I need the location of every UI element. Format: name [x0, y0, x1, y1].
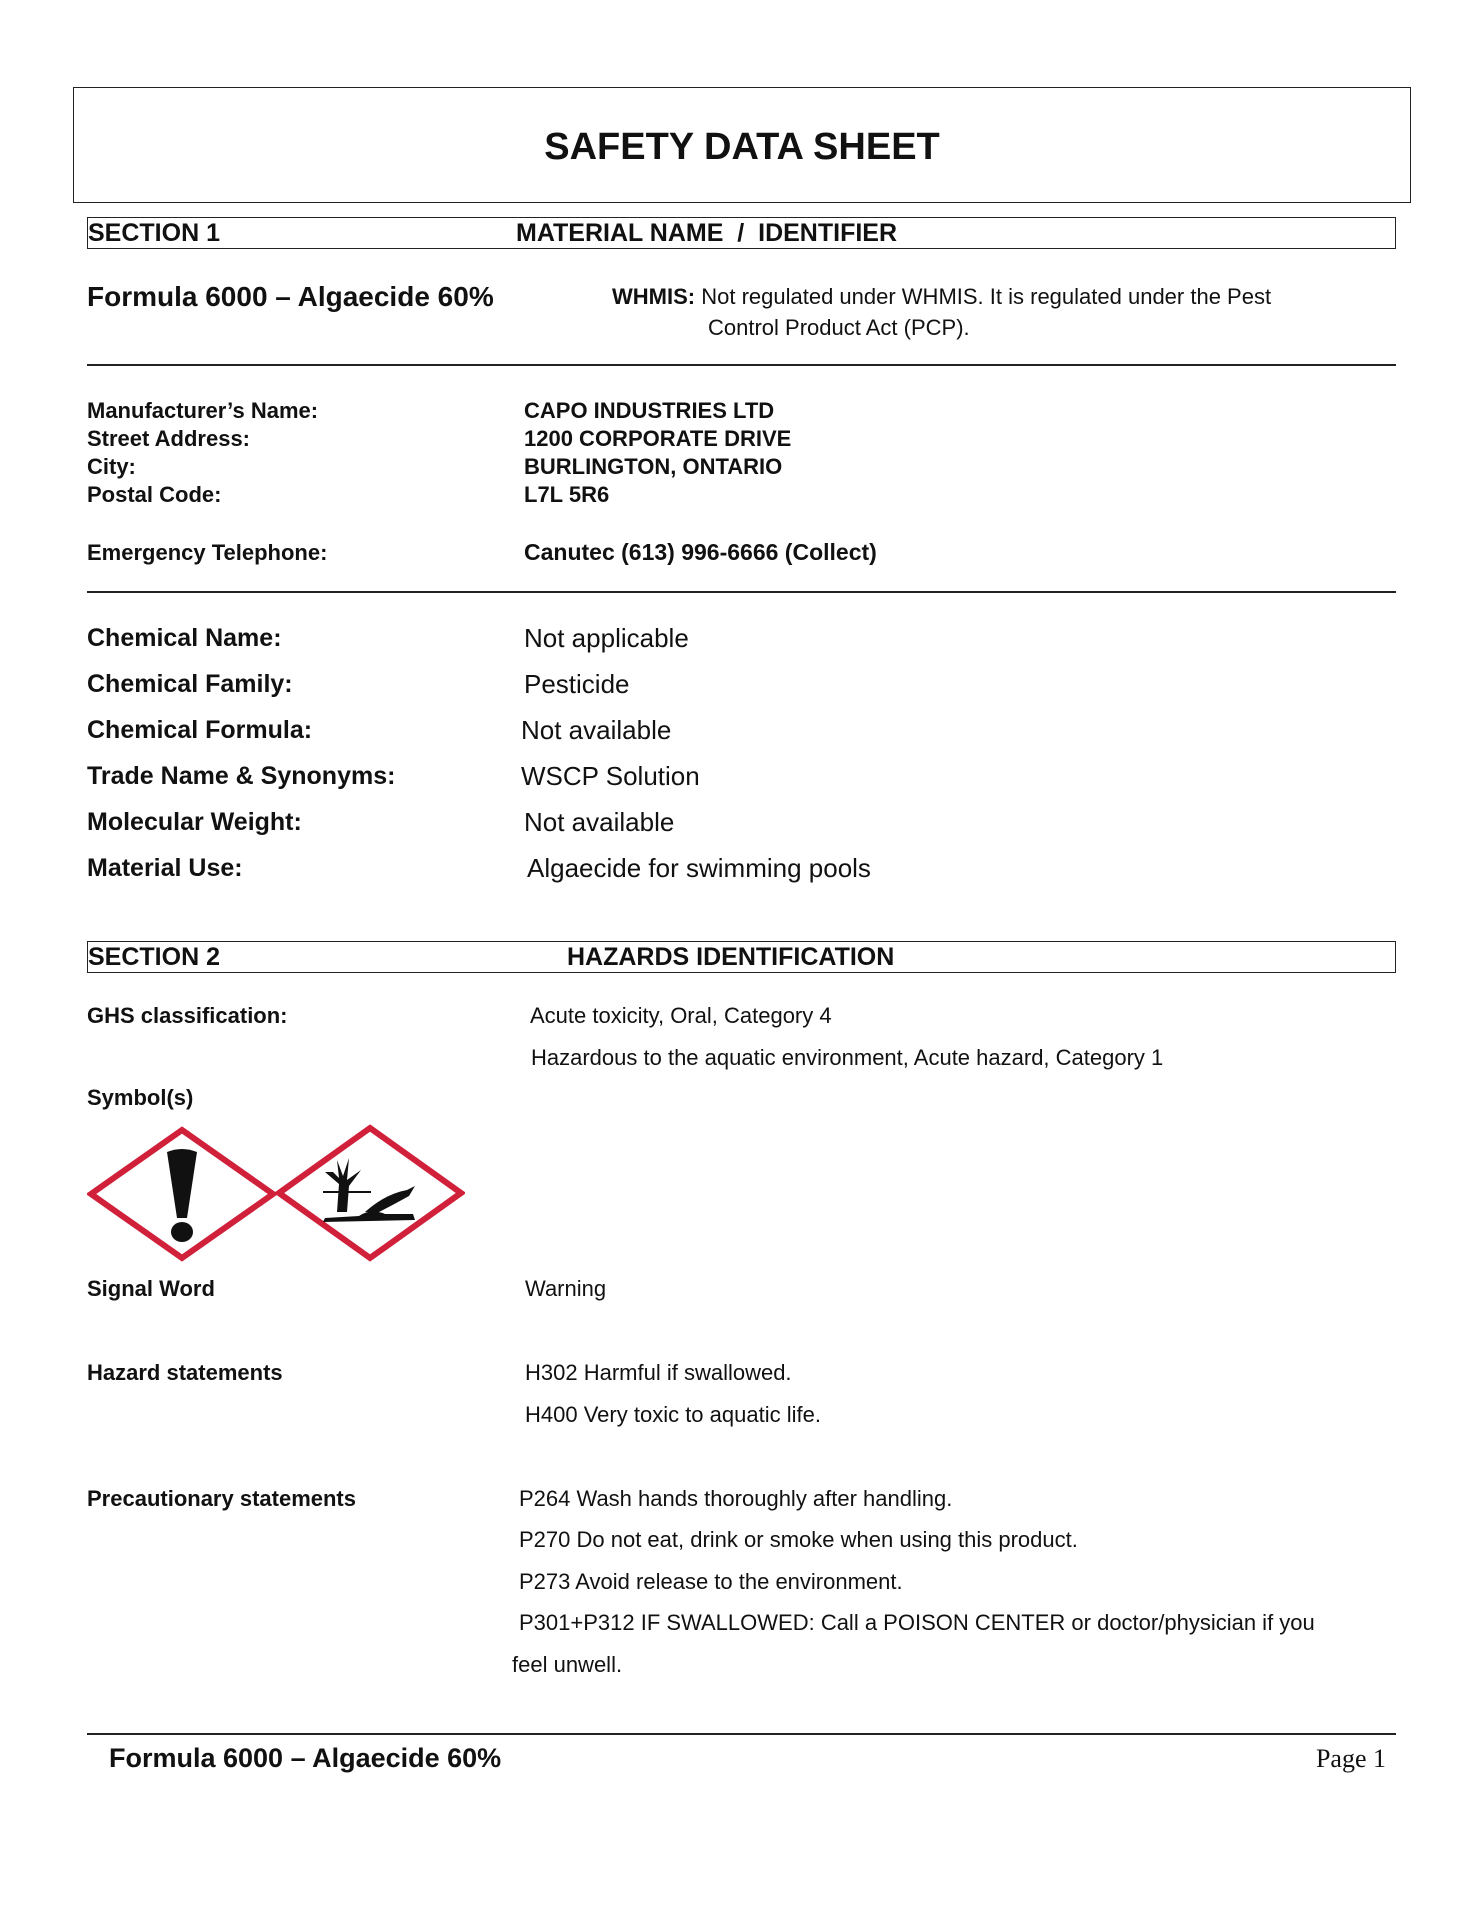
section-1-number: SECTION 1	[88, 219, 220, 247]
product-name: Formula 6000 – Algaecide 60%	[87, 281, 494, 312]
ghs-label: GHS classification:	[87, 1003, 288, 1028]
signal-word-value: Warning	[525, 1276, 607, 1301]
chemical-name-label: Chemical Name:	[87, 624, 282, 652]
trade-name-label: Trade Name & Synonyms:	[87, 762, 396, 790]
whmis-text: Not regulated under WHMIS. It is regulated under the Pest	[701, 284, 1272, 309]
signal-word-label: Signal Word	[87, 1276, 215, 1301]
symbols-label: Symbol(s)	[87, 1085, 194, 1110]
manufacturer-value: CAPO INDUSTRIES LTD	[524, 398, 775, 423]
chemical-family-label: Chemical Family:	[87, 670, 293, 698]
city-label: City:	[87, 454, 136, 479]
section-2-number: SECTION 2	[88, 943, 220, 971]
whmis-label: WHMIS:	[612, 284, 696, 309]
chemical-formula-label: Chemical Formula:	[87, 716, 313, 744]
whmis-line2: Control Product Act (PCP).	[708, 315, 970, 340]
city-value: BURLINGTON, ONTARIO	[524, 454, 783, 479]
page-title: SAFETY DATA SHEET	[544, 126, 940, 168]
section-2-heading: HAZARDS IDENTIFICATION	[567, 943, 895, 971]
whmis-line1	[612, 286, 1271, 308]
hazard-statements-label: Hazard statements	[87, 1360, 283, 1385]
exclamation-mark-pictogram	[87, 1126, 277, 1262]
trade-name-value: WSCP Solution	[521, 761, 700, 791]
precautionary-statement: P301+P312 IF SWALLOWED: Call a POISON CENTER or doctor/physician if you	[519, 1610, 1315, 1635]
street-label: Street Address:	[87, 426, 251, 451]
divider	[87, 591, 1396, 593]
molecular-weight-value: Not available	[524, 807, 675, 837]
precautionary-statements-label: Precautionary statements	[87, 1486, 356, 1511]
molecular-weight-label: Molecular Weight:	[87, 808, 302, 836]
divider	[87, 364, 1396, 366]
postal-label: Postal Code:	[87, 482, 222, 507]
chemical-formula-value: Not available	[521, 715, 672, 745]
precautionary-statement: P273 Avoid release to the environment.	[519, 1569, 903, 1594]
material-use-value: Algaecide for swimming pools	[527, 853, 871, 883]
footer-product-name: Formula 6000 – Algaecide 60%	[109, 1743, 502, 1773]
street-value: 1200 CORPORATE DRIVE	[524, 426, 792, 451]
emergency-label: Emergency Telephone:	[87, 540, 328, 565]
footer-divider	[87, 1733, 1396, 1735]
environment-pictogram	[275, 1124, 465, 1262]
ghs-value: Acute toxicity, Oral, Category 4	[530, 1003, 832, 1028]
precautionary-statement: P270 Do not eat, drink or smoke when using this product.	[519, 1527, 1078, 1552]
material-use-label: Material Use:	[87, 854, 243, 882]
hazard-statement: H400 Very toxic to aquatic life.	[525, 1402, 821, 1427]
chemical-family-value: Pesticide	[524, 669, 630, 699]
precautionary-statement: P264 Wash hands thoroughly after handling.	[519, 1486, 953, 1511]
manufacturer-label: Manufacturer’s Name:	[87, 398, 319, 423]
chemical-name-value: Not applicable	[524, 623, 689, 653]
hazard-statement: H302 Harmful if swallowed.	[525, 1360, 792, 1385]
ghs-value: Hazardous to the aquatic environment, Acute hazard, Category 1	[531, 1045, 1164, 1070]
precautionary-statement: feel unwell.	[512, 1652, 623, 1677]
footer-page-number: Page 1	[1315, 1744, 1386, 1773]
emergency-value: Canutec (613) 996-6666 (Collect)	[524, 539, 877, 565]
section-1-heading: MATERIAL NAME / IDENTIFIER	[516, 219, 898, 247]
postal-value: L7L 5R6	[524, 482, 610, 507]
